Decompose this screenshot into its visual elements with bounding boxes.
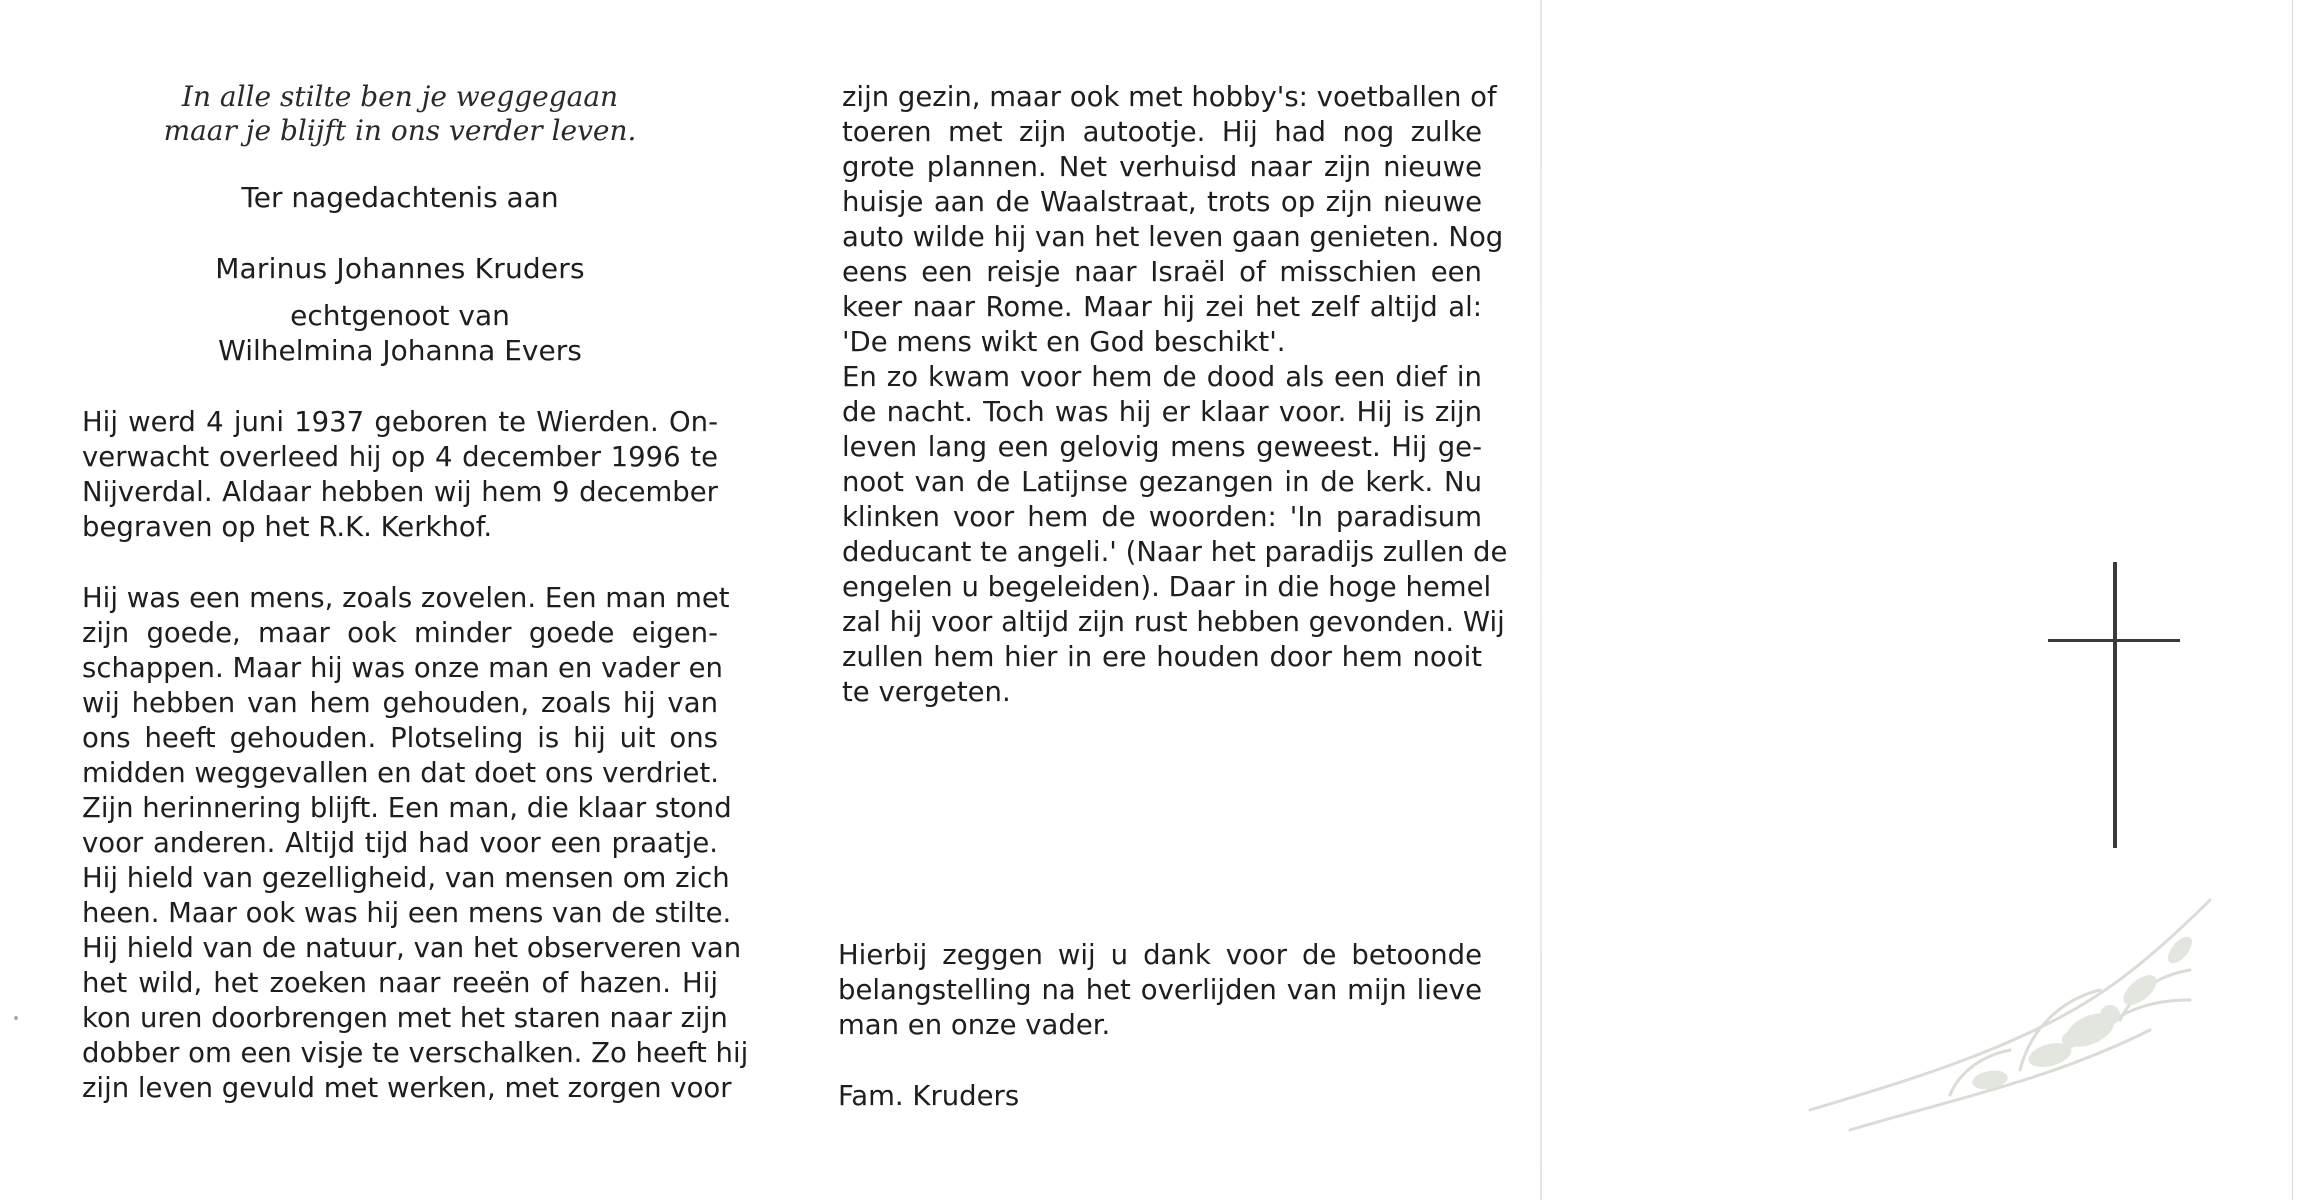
paragraph-faith — [842, 360, 1508, 710]
text-line: eens een reisje naar Israël of misschien een — [842, 256, 1482, 288]
text-line: zijn gezin, maar ook met hobby's: voetballen of — [842, 81, 1497, 113]
text-line: Nijverdal. Aldaar hebben wij hem 9 december — [82, 476, 718, 508]
text-line: toeren met zijn autootje. Hij had nog zulke — [842, 116, 1482, 148]
verse — [82, 80, 718, 148]
paragraph-thanks — [838, 938, 1482, 1043]
deceased-name: Marinus Johannes Kruders — [215, 252, 585, 285]
text-line: heen. Maar ook was hij een mens van de stilte. — [82, 897, 732, 929]
text-line: grote plannen. Net verhuisd naar zijn nieuwe — [842, 151, 1482, 183]
text-line: zijn goede, maar ook minder goede eigen- — [82, 617, 718, 649]
text-line: zal hij voor altijd zijn rust hebben gevonden. Wij — [842, 606, 1505, 638]
text-line: Hij hield van gezelligheid, van mensen om zich — [82, 862, 730, 894]
text-line: En zo kwam voor hem de dood als een dief in — [842, 361, 1482, 393]
text-line: te vergeten. — [842, 676, 1011, 708]
scan-speck — [14, 1016, 18, 1020]
relation: echtgenoot van — [290, 299, 510, 332]
middle-column — [838, 80, 1508, 1114]
text-line: 'De mens wikt en God beschikt'. — [842, 326, 1286, 358]
cross-icon — [2048, 562, 2180, 848]
fold-line — [1540, 0, 1542, 1200]
text-line: man en onze vader. — [838, 1009, 1111, 1041]
text-line: zijn leven gevuld met werken, met zorgen voor — [82, 1072, 732, 1104]
text-line: kon uren doorbrengen met het staren naar zijn — [82, 1002, 728, 1034]
spouse-name: Wilhelmina Johanna Evers — [218, 334, 582, 367]
text-line: schappen. Maar hij was onze man en vader en — [82, 652, 723, 684]
text-line: klinken voor hem de woorden: 'In paradisum — [842, 501, 1482, 533]
card-edge — [2292, 0, 2293, 1200]
paragraph-character — [82, 581, 749, 1106]
text-line: begraven op het R.K. Kerkhof. — [82, 511, 493, 543]
text-line: verwacht overleed hij op 4 december 1996 te — [82, 441, 718, 473]
text-line: auto wilde hij van het leven gaan genieten. Nog — [842, 221, 1504, 253]
text-line: midden weggevallen en dat doet ons verdriet. — [82, 757, 719, 789]
text-line: Zijn herinnering blijft. Een man, die klaar stond — [82, 792, 732, 824]
signature: Fam. Kruders — [838, 1080, 1020, 1112]
text-line: zullen hem hier in ere houden door hem nooit — [842, 641, 1482, 673]
text-line: de nacht. Toch was hij er klaar voor. Hij is zijn — [842, 396, 1482, 428]
text-line: Hij werd 4 juni 1937 geboren te Wierden. On- — [82, 406, 718, 438]
verse-line: In alle stilte ben je weggegaan — [181, 80, 619, 113]
text-line: ons heeft gehouden. Plotseling is hij uit ons — [82, 722, 718, 754]
text-line: dobber om een visje te verschalken. Zo heeft hij — [82, 1037, 749, 1069]
text-line: wij hebben van hem gehouden, zoals hij van — [82, 687, 718, 719]
text-line: huisje aan de Waalstraat, trots op zijn nieuwe — [842, 186, 1482, 218]
text-line: voor anderen. Altijd tijd had voor een praatje. — [82, 827, 718, 859]
text-line: leven lang een gelovig mens geweest. Hij ge- — [842, 431, 1482, 463]
text-line: het wild, het zoeken naar reeën of hazen. Hij — [82, 967, 718, 999]
text-line: keer naar Rome. Maar hij zei het zelf altijd al: — [842, 291, 1482, 323]
text-line: Hierbij zeggen wij u dank voor de betoonde — [838, 939, 1482, 971]
text-line: belangstelling na het overlijden van mijn lieve — [838, 974, 1482, 1006]
left-column — [82, 80, 749, 1106]
paragraph-birth-death — [82, 405, 718, 545]
verse-line: maar je blijft in ons verder leven. — [163, 114, 637, 147]
text-line: engelen u begeleiden). Daar in die hoge hemel — [842, 571, 1492, 603]
memorial-intro: Ter nagedachtenis aan — [241, 181, 559, 214]
paragraph-hobbies — [842, 80, 1504, 360]
text-line: noot van de Latijnse gezangen in de kerk. Nu — [842, 466, 1482, 498]
floral-ornament-icon — [1790, 880, 2250, 1140]
text-line: Hij hield van de natuur, van het observeren van — [82, 932, 742, 964]
text-line: deducant te angeli.' (Naar het paradijs zullen de — [842, 536, 1508, 568]
text-line: Hij was een mens, zoals zovelen. Een man met — [82, 582, 730, 614]
